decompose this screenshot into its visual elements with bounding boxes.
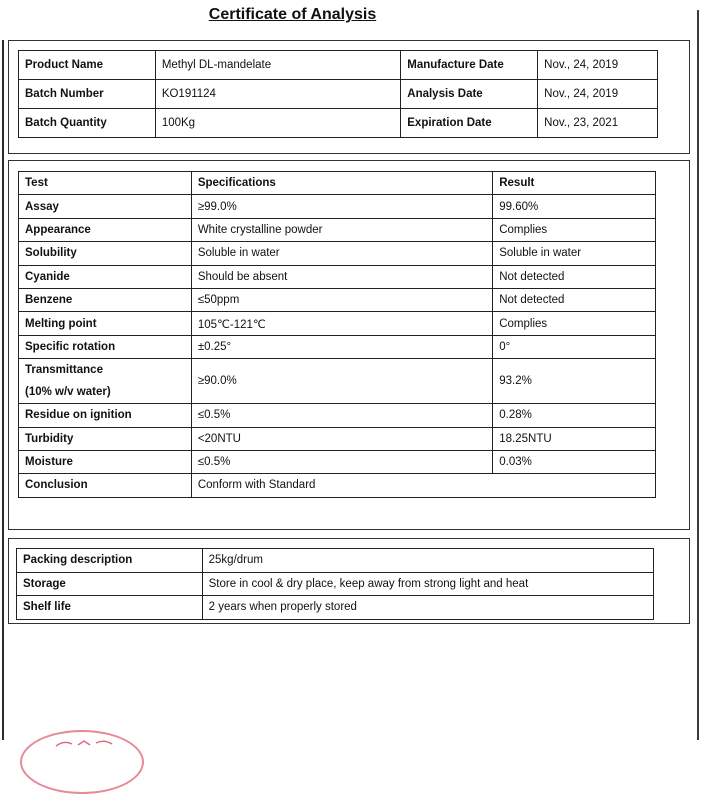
test-spec: ≥99.0% xyxy=(191,195,492,218)
conclusion-label: Conclusion xyxy=(19,474,192,497)
test-result: 18.25NTU xyxy=(493,427,656,450)
test-name: Cyanide xyxy=(19,265,192,288)
table-row xyxy=(19,195,656,218)
packing-value: 2 years when properly stored xyxy=(202,596,653,620)
info-label: Analysis Date xyxy=(401,80,538,109)
table-row xyxy=(19,404,656,427)
table-row xyxy=(17,572,654,596)
test-result: 0.28% xyxy=(493,404,656,427)
table-row xyxy=(19,288,656,311)
table-row xyxy=(19,427,656,450)
table-row xyxy=(17,596,654,620)
test-result: Not detected xyxy=(493,288,656,311)
test-spec: White crystalline powder xyxy=(191,218,492,241)
test-spec: ≥90.0% xyxy=(191,359,492,404)
test-result: Not detected xyxy=(493,265,656,288)
test-spec: ≤0.5% xyxy=(191,404,492,427)
test-result: 0.03% xyxy=(493,450,656,473)
packing-value: Store in cool & dry place, keep away from strong light and heat xyxy=(202,572,653,596)
table-row xyxy=(19,51,658,80)
info-value: Nov., 23, 2021 xyxy=(538,109,658,138)
info-value: Nov., 24, 2019 xyxy=(538,51,658,80)
table-row xyxy=(19,218,656,241)
test-spec: ±0.25° xyxy=(191,335,492,358)
test-name: Appearance xyxy=(19,218,192,241)
test-result: Complies xyxy=(493,218,656,241)
page-edge-right xyxy=(697,10,699,740)
info-label: Expiration Date xyxy=(401,109,538,138)
test-name: Assay xyxy=(19,195,192,218)
test-name: Benzene xyxy=(19,288,192,311)
packing-value: 25kg/drum xyxy=(202,549,653,573)
table-row xyxy=(19,335,656,358)
info-label: Batch Quantity xyxy=(19,109,156,138)
info-label: Manufacture Date xyxy=(401,51,538,80)
test-name: Moisture xyxy=(19,450,192,473)
packing-table xyxy=(16,548,654,620)
info-label: Product Name xyxy=(19,51,156,80)
column-header-test: Test xyxy=(19,172,192,195)
test-result: Complies xyxy=(493,312,656,335)
document-title: Certificate of Analysis xyxy=(208,6,377,23)
test-spec: <20NTU xyxy=(191,427,492,450)
table-row xyxy=(19,450,656,473)
info-value: Nov., 24, 2019 xyxy=(538,80,658,109)
test-spec: ≤50ppm xyxy=(191,288,492,311)
packing-label: Packing description xyxy=(17,549,203,573)
table-row xyxy=(19,359,656,404)
test-name: Specific rotation xyxy=(19,335,192,358)
table-row xyxy=(19,80,658,109)
test-spec: ≤0.5% xyxy=(191,450,492,473)
table-header-row xyxy=(19,172,656,195)
column-header-result: Result xyxy=(493,172,656,195)
product-info-table xyxy=(18,50,658,138)
table-row xyxy=(19,312,656,335)
test-name-line2: (10% w/v water) xyxy=(25,386,111,399)
packing-label: Storage xyxy=(17,572,203,596)
info-label: Batch Number xyxy=(19,80,156,109)
test-name: Melting point xyxy=(19,312,192,335)
test-name: Residue on ignition xyxy=(19,404,192,427)
packing-label: Shelf life xyxy=(17,596,203,620)
conclusion-row xyxy=(19,474,656,497)
table-row xyxy=(19,242,656,265)
test-spec: Soluble in water xyxy=(191,242,492,265)
test-result: Soluble in water xyxy=(493,242,656,265)
test-name: Solubility xyxy=(19,242,192,265)
info-value: Methyl DL-mandelate xyxy=(155,51,400,80)
test-results-table xyxy=(18,171,656,498)
info-value: 100Kg xyxy=(155,109,400,138)
test-spec: 105℃-121℃ xyxy=(191,312,492,335)
table-row xyxy=(19,109,658,138)
stamp-text-mark xyxy=(54,738,114,748)
test-name: Turbidity xyxy=(19,427,192,450)
conclusion-value: Conform with Standard xyxy=(191,474,655,497)
test-spec: Should be absent xyxy=(191,265,492,288)
test-result: 93.2% xyxy=(493,359,656,404)
test-name xyxy=(19,359,192,404)
test-result: 0° xyxy=(493,335,656,358)
table-row xyxy=(19,265,656,288)
test-result: 99.60% xyxy=(493,195,656,218)
test-name-line1: Transmittance xyxy=(25,364,103,377)
column-header-spec: Specifications xyxy=(191,172,492,195)
info-value: KO191124 xyxy=(155,80,400,109)
page-edge-left xyxy=(2,40,4,740)
table-row xyxy=(17,549,654,573)
